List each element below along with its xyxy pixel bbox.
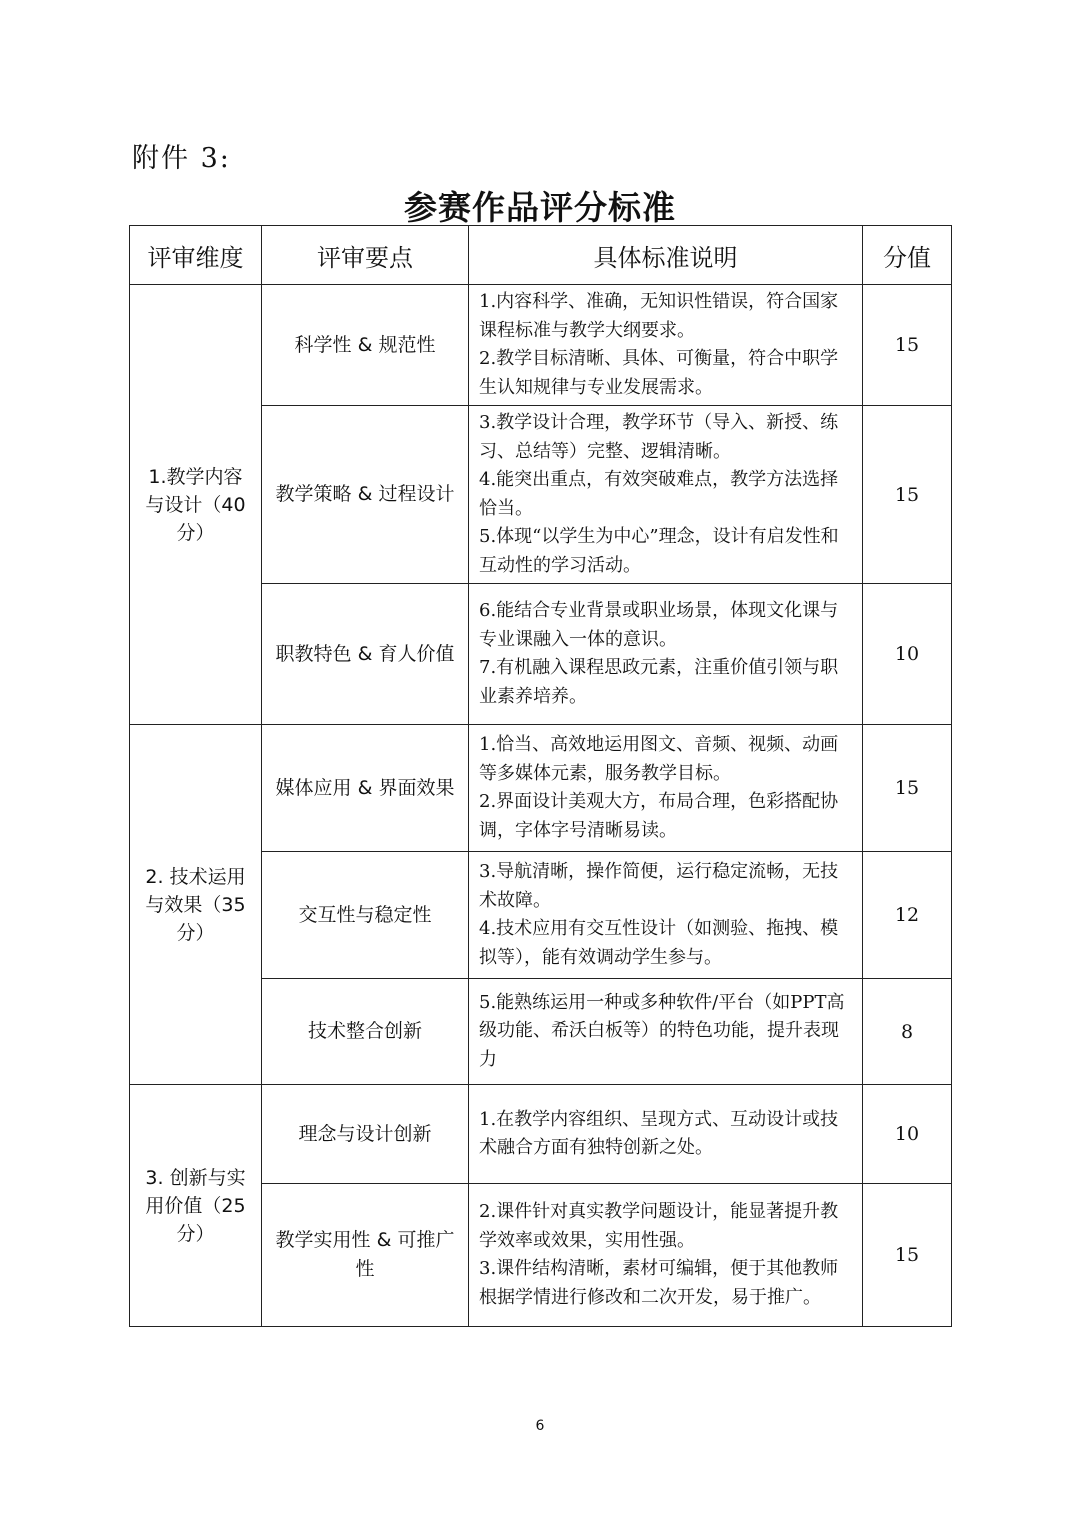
score-cell: 12: [863, 852, 952, 979]
dimension-line: 2. 技术运用: [145, 865, 246, 888]
key-point-cell: 科学性 & 规范性: [262, 285, 469, 406]
description-cell: [469, 852, 863, 979]
description-cell: [469, 1184, 863, 1327]
description-item: 3.课件结构清晰，素材可编辑，便于其他教师根据学情进行修改和二次开发，易于推广。: [479, 1258, 839, 1308]
document-title: 参赛作品评分标准: [404, 188, 676, 227]
key-point-cell: 媒体应用 & 界面效果: [262, 725, 469, 852]
dimension-line: 1.教学内容: [148, 465, 243, 488]
key-point-cell: 技术整合创新: [262, 979, 469, 1085]
key-point-cell: 交互性与稳定性: [262, 852, 469, 979]
description-item: 2.教学目标清晰、具体、可衡量，符合中职学生认知规律与专业发展需求。: [479, 348, 839, 398]
score-cell: 15: [863, 1184, 952, 1327]
description-item: 4.技术应用有交互性设计（如测验、拖拽、模拟等），能有效调动学生参与。: [479, 918, 839, 968]
key-point-cell: 理念与设计创新: [262, 1085, 469, 1184]
description-item: 1.恰当、高效地运用图文、音频、视频、动画等多媒体元素，服务教学目标。: [479, 734, 839, 784]
description-cell: [469, 285, 863, 406]
table-row: [130, 285, 952, 406]
score-cell: 15: [863, 285, 952, 406]
score-cell: 15: [863, 725, 952, 852]
description-item: 2.课件针对真实教学问题设计，能显著提升教学效率或效果，实用性强。: [479, 1201, 839, 1251]
key-point-cell: 职教特色 & 育人价值: [262, 584, 469, 725]
key-point-cell: 教学实用性 & 可推广性: [262, 1184, 469, 1327]
description-item: 7.有机融入课程思政元素，注重价值引领与职业素养培养。: [479, 657, 839, 707]
key-point-cell: 教学策略 & 过程设计: [262, 406, 469, 584]
scoring-criteria-table: [129, 225, 952, 1327]
dimension-cell: [130, 285, 262, 725]
description-item: 3.教学设计合理，教学环节（导入、新授、练习、总结等）完整、逻辑清晰。: [479, 412, 839, 462]
description-item: 1.在教学内容组织、呈现方式、互动设计或技术融合方面有独特创新之处。: [479, 1108, 839, 1158]
description-cell: [469, 406, 863, 584]
description-item: 2.界面设计美观大方，布局合理，色彩搭配协调，字体字号清晰易读。: [479, 791, 839, 841]
page-number: 6: [535, 1418, 545, 1434]
dimension-line: 与设计（40: [145, 493, 246, 516]
description-item: 5.能熟练运用一种或多种软件/平台（如PPT高级功能、希沃白板等）的特色功能，提升表现力: [479, 991, 845, 1070]
dimension-line: 分）: [176, 521, 215, 544]
annex-label: 附件 3:: [132, 143, 231, 174]
description-cell: [469, 725, 863, 852]
description-item: 6.能结合专业背景或职业场景，体现文化课与专业课融入一体的意识。: [479, 600, 839, 650]
description-item: 1.内容科学、准确，无知识性错误，符合国家课程标准与教学大纲要求。: [479, 291, 839, 341]
dimension-cell: [130, 1085, 262, 1327]
description-cell: [469, 979, 863, 1085]
description-item: 3.导航清晰，操作简便，运行稳定流畅，无技术故障。: [479, 861, 839, 911]
header-dimension: 评审维度: [130, 226, 262, 285]
header-description: 具体标准说明: [469, 226, 863, 285]
dimension-line: 分）: [176, 1222, 215, 1245]
dimension-line: 3. 创新与实: [145, 1166, 246, 1189]
dimension-cell: [130, 725, 262, 1085]
dimension-line: 用价值（25: [145, 1194, 246, 1217]
table-row: [130, 725, 952, 852]
score-cell: 10: [863, 1085, 952, 1184]
header-key-point: 评审要点: [262, 226, 469, 285]
score-cell: 10: [863, 584, 952, 725]
table-header-row: [130, 226, 952, 285]
dimension-line: 与效果（35: [145, 893, 246, 916]
description-cell: [469, 1085, 863, 1184]
header-score: 分值: [863, 226, 952, 285]
score-cell: 8: [863, 979, 952, 1085]
description-item: 4.能突出重点，有效突破难点，教学方法选择恰当。: [479, 469, 839, 519]
table-row: [130, 1085, 952, 1184]
description-cell: [469, 584, 863, 725]
description-item: 5.体现“以学生为中心”理念，设计有启发性和互动性的学习活动。: [479, 526, 839, 576]
score-cell: 15: [863, 406, 952, 584]
dimension-line: 分）: [176, 921, 215, 944]
